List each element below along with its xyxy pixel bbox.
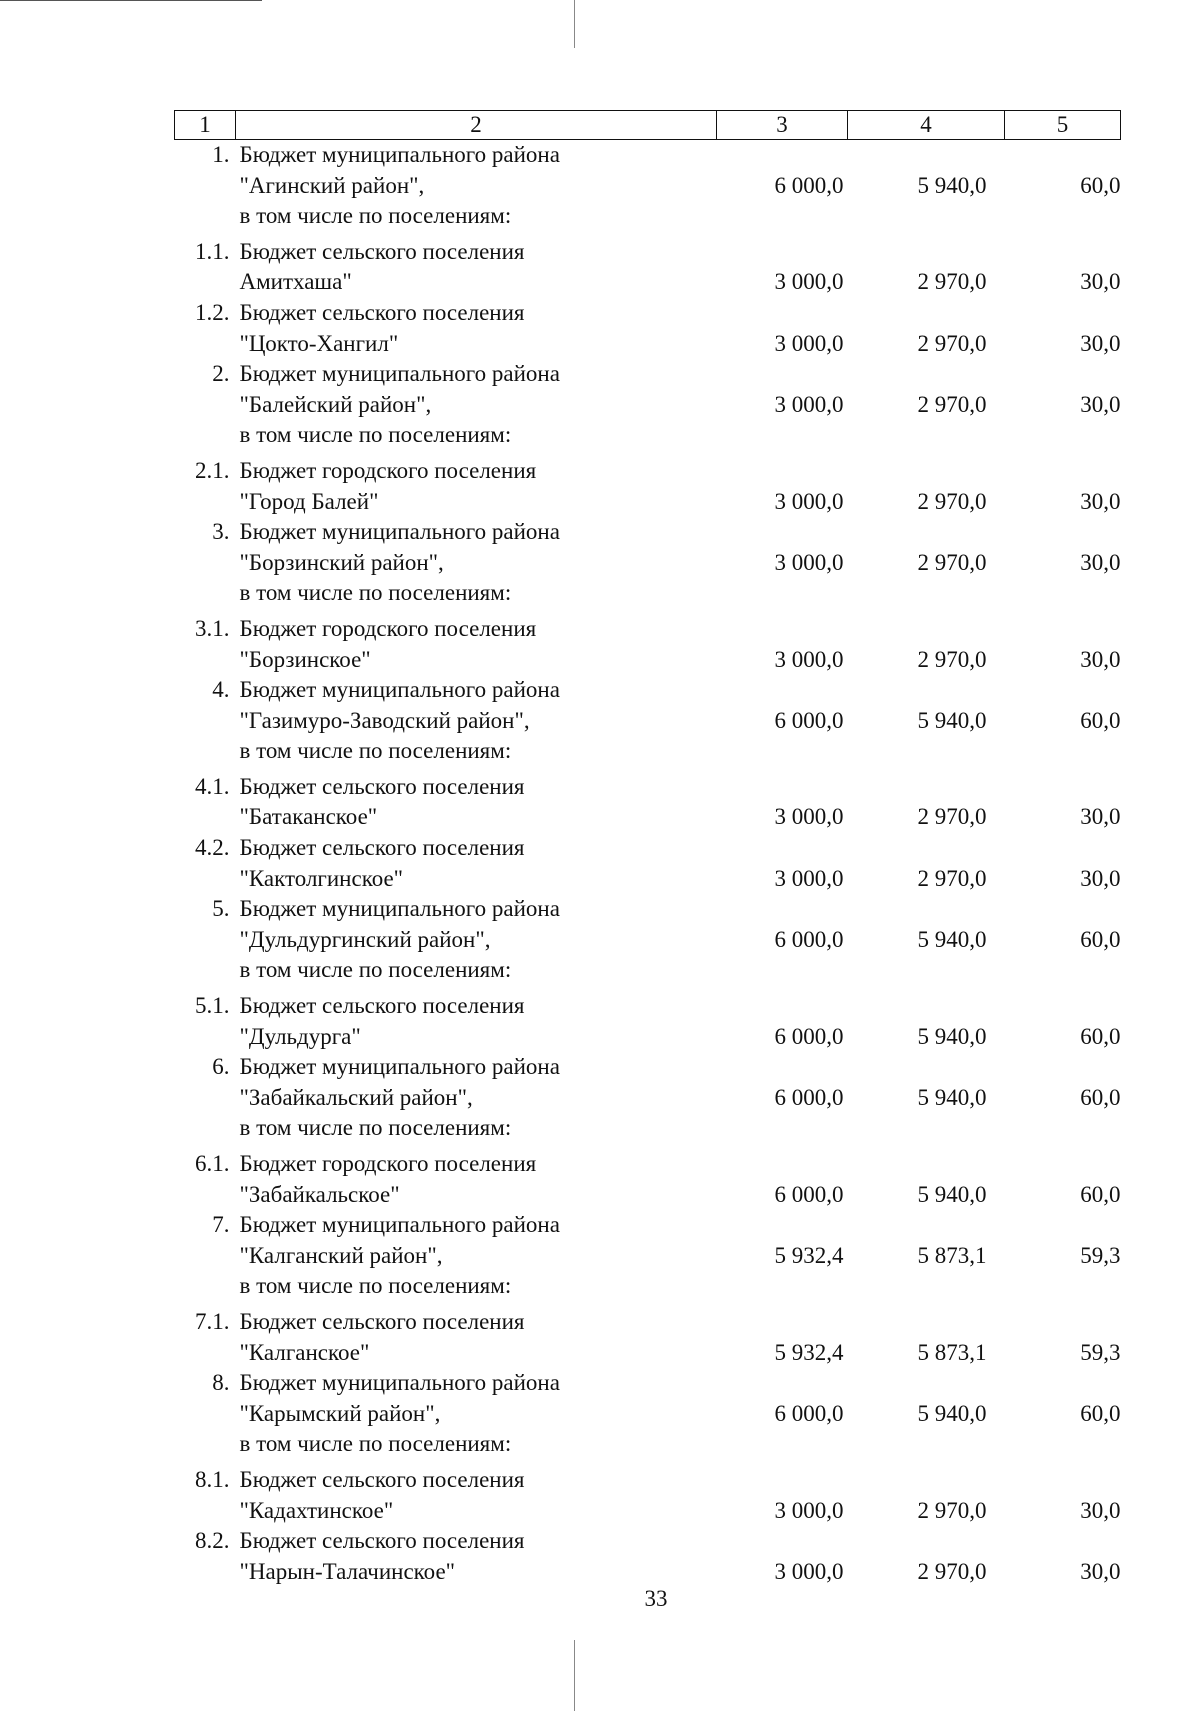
table-row (175, 614, 1121, 675)
budget-name-line: Бюджет муниципального района (239, 1212, 560, 1238)
budget-name-line: "Карымский район", (239, 1400, 441, 1426)
value-col-5: 60,0 (1080, 926, 1121, 952)
table-row (175, 1307, 1121, 1368)
page-number: 33 (644, 1586, 668, 1611)
budget-name (236, 894, 717, 991)
budget-name (236, 140, 717, 237)
budget-name-line: "Газимуро-Заводский район", (239, 707, 530, 733)
budget-name-line: Бюджет городского поселения (239, 457, 537, 483)
table-row (175, 1210, 1121, 1307)
value-col-5: 60,0 (1080, 1400, 1121, 1426)
table-row (175, 1052, 1121, 1149)
budget-name-line: в том числе по поселениям: (239, 957, 512, 983)
budget-name (236, 1526, 717, 1587)
column-header-5: 5 (1005, 111, 1121, 140)
value-col-4: 2 970,0 (917, 646, 987, 672)
value-col-4: 5 940,0 (917, 1084, 987, 1110)
column-header-2: 2 (236, 111, 717, 140)
value-col-3: 3 000,0 (774, 646, 844, 672)
budget-name-line: Бюджет сельского поселения (239, 1308, 525, 1334)
value-col-3: 6 000,0 (774, 1023, 844, 1049)
row-number: 2. (212, 361, 230, 387)
value-col-4: 2 970,0 (917, 1497, 987, 1523)
value-col-3: 6 000,0 (774, 707, 844, 733)
value-col-5: 60,0 (1080, 707, 1121, 733)
budget-name-line: Бюджет муниципального района (239, 1370, 560, 1396)
table-row (175, 894, 1121, 991)
value-col-3: 3 000,0 (774, 549, 844, 575)
budget-name-line: "Город Балей" (239, 488, 379, 514)
budget-name-line: Бюджет муниципального района (239, 142, 560, 167)
row-number: 5.1. (195, 993, 230, 1019)
budget-name-line: Бюджет сельского поселения (239, 238, 525, 264)
table-row (175, 1465, 1121, 1526)
table-row (175, 359, 1121, 456)
table-row (175, 1526, 1121, 1587)
row-number: 3. (212, 519, 230, 545)
row-number: 4. (212, 677, 230, 703)
budget-name-line: Бюджет муниципального района (239, 361, 560, 387)
budget-name (236, 1052, 717, 1149)
value-col-4: 5 940,0 (917, 1400, 987, 1426)
value-col-3: 6 000,0 (774, 1181, 844, 1207)
value-col-3: 3 000,0 (774, 865, 844, 891)
value-col-4: 5 940,0 (917, 1181, 987, 1207)
budget-name-line: Бюджет сельского поселения (239, 993, 525, 1019)
budget-name-line: "Цокто-Хангил" (239, 330, 399, 356)
budget-name (236, 1307, 717, 1368)
budget-name (236, 991, 717, 1052)
value-col-5: 30,0 (1080, 804, 1121, 830)
value-col-5: 30,0 (1080, 549, 1121, 575)
budget-name (236, 675, 717, 772)
value-col-3: 3 000,0 (774, 269, 844, 295)
value-col-5: 30,0 (1080, 646, 1121, 672)
row-number: 7.1. (195, 1308, 230, 1334)
table-row (175, 675, 1121, 772)
value-col-5: 60,0 (1080, 172, 1121, 198)
budget-name (236, 237, 717, 298)
row-number: 6. (212, 1054, 230, 1080)
row-number: 5. (212, 896, 230, 922)
value-col-4: 5 940,0 (917, 926, 987, 952)
table-row (175, 833, 1121, 894)
scan-fold-mark-bottom (574, 1640, 575, 1711)
budget-name-line: Бюджет сельского поселения (239, 1528, 525, 1554)
value-col-5: 30,0 (1080, 330, 1121, 356)
budget-name-line: Бюджет городского поселения (239, 1151, 537, 1176)
column-header-4: 4 (848, 111, 1005, 140)
value-col-5: 30,0 (1080, 1497, 1121, 1523)
value-col-5: 30,0 (1080, 865, 1121, 891)
value-col-3: 3 000,0 (774, 391, 844, 417)
value-col-4: 5 940,0 (917, 172, 987, 198)
value-col-4: 2 970,0 (917, 269, 987, 295)
budget-name (236, 614, 717, 675)
budget-name (236, 1465, 717, 1526)
value-col-5: 60,0 (1080, 1181, 1121, 1207)
value-col-5: 30,0 (1080, 1558, 1121, 1584)
budget-name-line: в том числе по поселениям: (239, 738, 512, 764)
value-col-4: 2 970,0 (917, 865, 987, 891)
value-col-4: 2 970,0 (917, 488, 987, 514)
value-col-3: 6 000,0 (774, 1084, 844, 1110)
value-col-4: 5 940,0 (917, 1023, 987, 1049)
table-row (175, 1149, 1121, 1210)
budget-name (236, 456, 717, 517)
budget-name (236, 772, 717, 833)
value-col-3: 3 000,0 (774, 1497, 844, 1523)
value-col-4: 2 970,0 (917, 549, 987, 575)
value-col-3: 5 932,4 (774, 1339, 844, 1365)
table-row (175, 991, 1121, 1052)
value-col-4: 2 970,0 (917, 330, 987, 356)
scan-margin-line (0, 0, 262, 1)
value-col-3: 3 000,0 (774, 1558, 844, 1584)
budget-name-line: Амитхаша" (239, 269, 352, 295)
row-number: 1.2. (195, 299, 230, 325)
budget-name-line: "Кактолгинское" (239, 865, 404, 891)
row-number: 7. (212, 1212, 230, 1238)
budget-name-line: Бюджет муниципального района (239, 1054, 560, 1080)
table-row (175, 140, 1121, 237)
value-col-3: 3 000,0 (774, 804, 844, 830)
value-col-3: 6 000,0 (774, 1400, 844, 1426)
value-col-4: 5 873,1 (917, 1339, 987, 1365)
value-col-5: 60,0 (1080, 1023, 1121, 1049)
value-col-4: 2 970,0 (917, 391, 987, 417)
budget-name-line: "Батаканское" (239, 804, 378, 830)
budget-name (236, 833, 717, 894)
value-col-4: 2 970,0 (917, 804, 987, 830)
scan-fold-mark-top (574, 0, 575, 48)
budget-name-line: "Борзинское" (239, 646, 371, 672)
budget-name (236, 298, 717, 359)
budget-name-line: "Забайкальский район", (239, 1084, 473, 1110)
value-col-5: 30,0 (1080, 488, 1121, 514)
budget-name-line: Бюджет сельского поселения (239, 835, 525, 861)
budget-name-line: "Калганский район", (239, 1242, 443, 1268)
row-number: 8. (212, 1370, 230, 1396)
budget-name-line: "Борзинский район", (239, 549, 444, 575)
budget-name-line: Бюджет муниципального района (239, 519, 560, 545)
header-row (175, 111, 1121, 140)
budget-name-line: Бюджет муниципального района (239, 677, 560, 703)
table-row (175, 237, 1121, 298)
budget-name-line: "Агинский район", (239, 172, 425, 198)
column-header-3: 3 (717, 111, 848, 140)
budget-name-line: "Кадахтинское" (239, 1497, 394, 1523)
table-row (175, 298, 1121, 359)
budget-name-line: в том числе по поселениям: (239, 203, 512, 229)
row-number: 8.2. (195, 1528, 230, 1554)
row-number: 1.1. (195, 238, 230, 264)
budget-name-line: "Дульдургинский район", (239, 926, 491, 952)
table-header (175, 111, 1121, 140)
table-row (175, 1368, 1121, 1465)
budget-name (236, 359, 717, 456)
table-row (175, 456, 1121, 517)
budget-name (236, 1368, 717, 1465)
row-number: 2.1. (195, 457, 230, 483)
value-col-3: 6 000,0 (774, 926, 844, 952)
row-number: 4.2. (195, 835, 230, 861)
value-col-5: 30,0 (1080, 269, 1121, 295)
budget-name-line: Бюджет городского поселения (239, 615, 537, 641)
budget-name-line: "Забайкальское" (239, 1181, 400, 1207)
row-number: 6.1. (195, 1151, 230, 1176)
value-col-5: 59,3 (1080, 1339, 1121, 1365)
value-col-5: 59,3 (1080, 1242, 1121, 1268)
budget-name-line: "Дульдурга" (239, 1023, 361, 1049)
value-col-5: 30,0 (1080, 391, 1121, 417)
budget-name-line: Бюджет муниципального района (239, 896, 560, 922)
budget-name-line: "Калганское" (239, 1339, 370, 1365)
budget-name-line: Бюджет сельского поселения (239, 1466, 525, 1492)
budget-name-line: Бюджет сельского поселения (239, 299, 525, 325)
value-col-3: 6 000,0 (774, 172, 844, 198)
value-col-5: 60,0 (1080, 1084, 1121, 1110)
budget-name (236, 1149, 717, 1210)
budget-name-line: в том числе по поселениям: (239, 1273, 512, 1299)
value-col-4: 2 970,0 (917, 1558, 987, 1584)
value-col-3: 3 000,0 (774, 330, 844, 356)
row-number: 3.1. (195, 615, 230, 641)
budget-name-line: в том числе по поселениям: (239, 1431, 512, 1457)
row-number: 1. (212, 142, 230, 167)
budget-name-line: Бюджет сельского поселения (239, 773, 525, 799)
table-row (175, 517, 1121, 614)
budget-name-line: в том числе по поселениям: (239, 1115, 512, 1141)
row-number: 4.1. (195, 773, 230, 799)
table-body (175, 140, 1121, 1588)
value-col-4: 5 940,0 (917, 707, 987, 733)
budget-name-line: в том числе по поселениям: (239, 580, 512, 606)
budget-name (236, 1210, 717, 1307)
budget-name-line: "Балейский район", (239, 391, 432, 417)
value-col-3: 3 000,0 (774, 488, 844, 514)
value-col-3: 5 932,4 (774, 1242, 844, 1268)
table-row (175, 772, 1121, 833)
budget-name-line: в том числе по поселениям: (239, 422, 512, 448)
value-col-4: 5 873,1 (917, 1242, 987, 1268)
row-number: 8.1. (195, 1466, 230, 1492)
budget-table (174, 110, 1121, 1587)
column-header-1: 1 (175, 111, 236, 140)
budget-name-line: "Нарын-Талачинское" (239, 1558, 456, 1584)
budget-name (236, 517, 717, 614)
